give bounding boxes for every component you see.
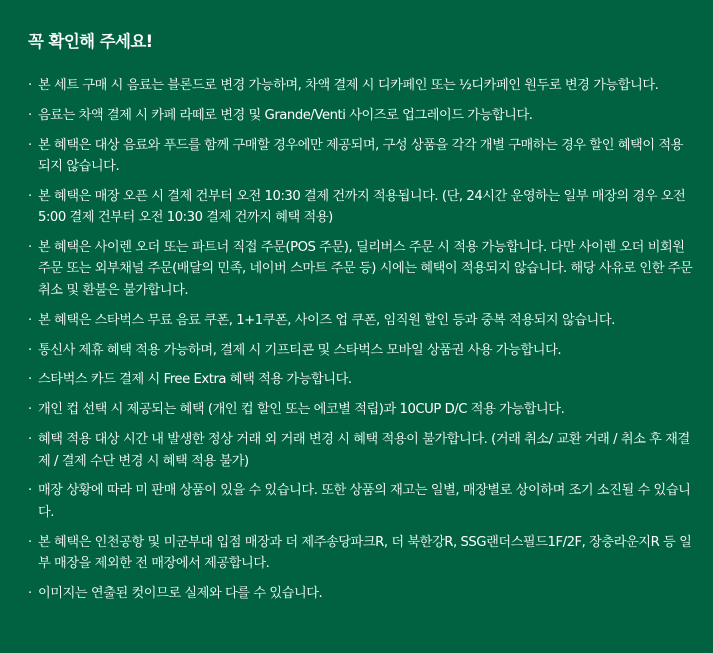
list-item-text: 본 세트 구매 시 음료는 블론드로 변경 가능하며, 차액 결제 시 디카페인 또는 ½디카페인 원두로 변경 가능합니다. [38, 78, 659, 93]
list-item [28, 186, 693, 229]
list-item-text: 본 혜택은 사이렌 오더 또는 파트너 직접 주문(POS 주문), 딜리버스 주문 시 적용 가능합니다. 다만 사이렌 오더 비회원 주문 또는 외부채널 주문(배달의 민족, 네이버 스마트 주문 등) 시에는 혜택이 적용되지 않습니다. 해당 사유로 인한 주문 취소 및 환불은 불가합니다. [38, 240, 693, 298]
list-item-text: 본 혜택은 대상 음료와 푸드를 함께 구매할 경우에만 제공되며, 구성 상품을 각각 개별 구매하는 경우 할인 혜택이 적용되지 않습니다. [38, 137, 683, 175]
bullet-icon: · [28, 372, 32, 388]
list-item-text: 본 혜택은 스타벅스 무료 음료 쿠폰, 1+1쿠폰, 사이즈 업 쿠폰, 임직원 할인 등과 중복 적용되지 않습니다. [38, 312, 615, 328]
list-item [28, 480, 693, 523]
list-item-text: 본 혜택은 인천공항 및 미군부대 입점 매장과 더 제주송당파크R, 더 북한강R, SSG랜더스필드1F/2F, 장충라운지R 등 일부 매장을 제외한 전 매장에서 제공합니다. [38, 534, 692, 571]
list-item-text: 본 혜택은 매장 오픈 시 결제 건부터 오전 10:30 결제 건까지 적용됩니다. (단, 24시간 운영하는 일부 매장의 경우 오전 5:00 결제 건부터 오전 10:30 결제 건까지 혜택 적용) [38, 188, 686, 226]
bullet-icon: · [28, 342, 32, 358]
bullet-icon: · [28, 585, 32, 601]
list-item [28, 399, 693, 420]
list-item-text: 스타벅스 카드 결제 시 Free Extra 혜택 적용 가능합니다. [38, 372, 352, 388]
list-item-text: 통신사 제휴 혜택 적용 가능하며, 결제 시 기프티콘 및 스타벅스 모바일 상품권 사용 가능합니다. [38, 342, 562, 358]
bullet-icon: · [28, 107, 32, 123]
bullet-icon: · [28, 78, 32, 93]
list-item [28, 429, 693, 472]
bullet-icon: · [28, 312, 32, 328]
list-item [28, 310, 693, 331]
list-item [28, 369, 693, 390]
list-item-text: 매장 상황에 따라 미 판매 상품이 있을 수 있습니다. 또한 상품의 재고는 일별, 매장별로 상이하며 조기 소진될 수 있습니다. [38, 483, 691, 520]
bullet-icon: · [28, 137, 32, 153]
notice-title: 꼭 확인해 주세요! [28, 32, 153, 51]
list-item-text: 혜택 적용 대상 시간 내 발생한 정상 거래 외 거래 변경 시 혜택 적용이 불가합니다. (거래 취소/ 교환 거래 / 취소 후 재결제 / 결제 수단 변경 시 혜택 적용 불가) [38, 432, 690, 469]
bullet-icon: · [28, 483, 32, 499]
list-item [28, 340, 693, 361]
list-item-text: 개인 컵 선택 시 제공되는 혜택 (개인 컵 할인 또는 에코별 적립)과 10CUP D/C 적용 가능합니다. [38, 402, 565, 418]
list-item [28, 135, 693, 178]
bullet-icon: · [28, 240, 32, 256]
list-item [28, 532, 693, 575]
list-item [28, 583, 693, 604]
bullet-icon: · [28, 432, 32, 448]
bullet-icon: · [28, 402, 32, 418]
list-item [28, 105, 693, 126]
list-item [28, 75, 693, 96]
bullet-icon: · [28, 534, 32, 550]
list-item-text: 이미지는 연출된 컷이므로 실제와 다를 수 있습니다. [38, 585, 323, 601]
bullet-icon: · [28, 188, 32, 204]
notice-list [28, 75, 693, 604]
list-item-text: 음료는 차액 결제 시 카페 라떼로 변경 및 Grande/Venti 사이즈로 업그레이드 가능합니다. [38, 107, 533, 123]
list-item [28, 237, 693, 301]
